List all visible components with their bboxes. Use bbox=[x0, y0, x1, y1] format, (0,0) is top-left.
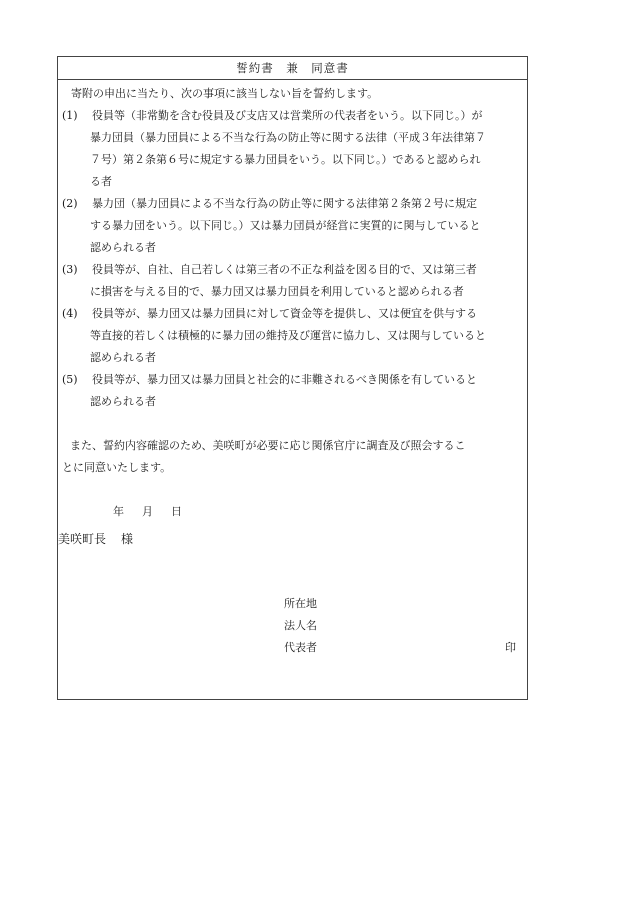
clause-line: 役員等（非常勤を含む役員及び支店又は営業所の代表者をいう。以下同じ。）が bbox=[92, 109, 483, 122]
clause-number: (2) bbox=[62, 197, 78, 210]
company-name-field[interactable] bbox=[284, 615, 516, 637]
addressee-honorific: 様 bbox=[121, 532, 134, 546]
clause-line: 暴力団員（暴力団員による不当な行為の防止等に関する法律（平成３年法律第７ bbox=[90, 131, 486, 144]
consent-line: とに同意いたします。 bbox=[62, 461, 172, 474]
clause-number: (4) bbox=[62, 307, 78, 320]
clause-line: る者 bbox=[90, 175, 112, 188]
form-body bbox=[58, 80, 527, 523]
clause-item-2 bbox=[62, 193, 523, 259]
clause-item-1 bbox=[62, 105, 523, 193]
clause-item-5 bbox=[62, 369, 523, 413]
date-day-label: 日 bbox=[171, 505, 182, 518]
date-month-label: 月 bbox=[142, 505, 153, 518]
company-name-label: 法人名 bbox=[284, 619, 317, 632]
clause-line: 認められる者 bbox=[90, 351, 156, 364]
document-title: 誓約書 兼 同意書 bbox=[58, 57, 527, 80]
date-field[interactable] bbox=[62, 501, 523, 523]
date-year-label: 年 bbox=[113, 505, 124, 518]
signer-block bbox=[284, 593, 516, 659]
clause-line: 等直接的若しくは積極的に暴力団の維持及び運営に協力し、又は関与していると bbox=[90, 329, 486, 342]
clause-line: する暴力団をいう。以下同じ。）又は暴力団員が経営に実質的に関与していると bbox=[90, 219, 481, 232]
clause-item-3 bbox=[62, 259, 523, 303]
clause-line: 役員等が、自社、自己若しくは第三者の不正な利益を図る目的で、又は第三者 bbox=[92, 263, 477, 276]
clause-item-4 bbox=[62, 303, 523, 369]
clause-line: 認められる者 bbox=[90, 395, 156, 408]
addressee bbox=[58, 530, 133, 547]
address-field[interactable] bbox=[284, 593, 516, 615]
pledge-consent-form bbox=[57, 56, 528, 700]
address-label: 所在地 bbox=[284, 597, 317, 610]
clause-number: (3) bbox=[62, 263, 78, 276]
seal-mark: 印 bbox=[505, 641, 516, 654]
representative-label: 代表者 bbox=[284, 641, 317, 654]
clause-line: 役員等が、暴力団又は暴力団員に対して資金等を提供し、又は便宜を供与する bbox=[92, 307, 477, 320]
clause-line: ７号）第２条第６号に規定する暴力団員をいう。以下同じ。）であると認められ bbox=[90, 153, 481, 166]
consent-statement bbox=[62, 435, 523, 479]
clause-number: (1) bbox=[62, 109, 78, 122]
addressee-name: 美咲町長 bbox=[58, 532, 107, 546]
clause-line: 役員等が、暴力団又は暴力団員と社会的に非難されるべき関係を有していると bbox=[92, 373, 477, 386]
clause-line: に損害を与える目的で、暴力団又は暴力団員を利用していると認められる者 bbox=[90, 285, 464, 298]
clause-line: 暴力団（暴力団員による不当な行為の防止等に関する法律第２条第２号に規定 bbox=[92, 197, 477, 210]
clause-number: (5) bbox=[62, 373, 78, 386]
intro-text: 寄附の申出に当たり、次の事項に該当しない旨を誓約します。 bbox=[71, 87, 379, 100]
consent-line: また、誓約内容確認のため、美咲町が必要に応じ関係官庁に調査及び照会するこ bbox=[70, 439, 466, 452]
representative-field[interactable] bbox=[284, 637, 516, 659]
clause-line: 認められる者 bbox=[90, 241, 156, 254]
